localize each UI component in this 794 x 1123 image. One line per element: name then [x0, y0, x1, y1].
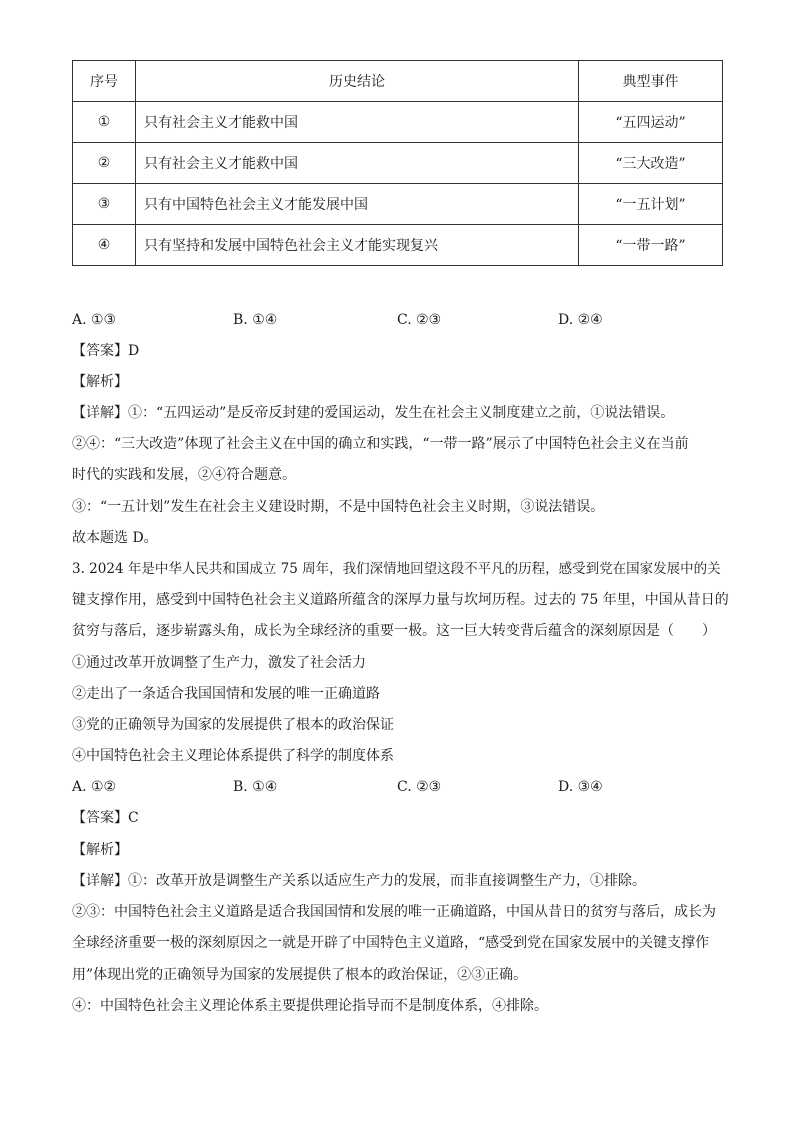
q2-detail-line: 【详解】①：“五四运动”是反帝反封建的爱国运动，发生在社会主义制度建立之前，①说法错误。	[72, 405, 675, 421]
q3-statement: ①通过改革开放调整了生产力，激发了社会活力	[72, 655, 366, 671]
row-serial: ④	[73, 225, 136, 266]
q3-detail-line: 【详解】①：改革开放是调整生产关系以适应生产力的发展，而非直接调整生产力，①排除。	[72, 873, 646, 889]
q3-option-c: C. ②③	[397, 779, 442, 795]
q3-answer: 【答案】C	[72, 810, 139, 826]
q2-options	[72, 310, 732, 330]
q2-option-b: B. ①④	[233, 312, 278, 328]
table-row	[73, 184, 723, 225]
table-header-row	[73, 61, 723, 102]
q3-statement: ③党的正确领导为国家的发展提供了根本的政治保证	[72, 717, 394, 733]
table-row	[73, 102, 723, 143]
q3-detail-line: ②③：中国特色社会主义道路是适合我国国情和发展的唯一正确道路，中国从昔日的贫穷与落后，成长为	[72, 904, 716, 920]
table-row	[73, 225, 723, 266]
q3-stem-line: 3. 2024 年是中华人民共和国成立 75 周年，我们深情地回望这段不平凡的历程，感受到党在国家发展中的关	[72, 561, 721, 577]
row-serial: ②	[73, 143, 136, 184]
q3-statement: ④中国特色社会主义理论体系提供了科学的制度体系	[72, 748, 394, 764]
row-conclusion: 只有社会主义才能救中国	[136, 143, 579, 184]
row-event: “五四运动”	[579, 102, 723, 143]
q2-analysis-label: 【解析】	[72, 374, 128, 390]
q2-detail-line: 故本题选 D。	[72, 530, 158, 546]
q3-options	[72, 777, 732, 797]
row-serial: ①	[73, 102, 136, 143]
q3-analysis-label: 【解析】	[72, 842, 128, 858]
row-conclusion: 只有中国特色社会主义才能发展中国	[136, 184, 579, 225]
q3-detail-line: ④：中国特色社会主义理论体系主要提供理论指导而不是制度体系，④排除。	[72, 998, 548, 1014]
table-row	[73, 143, 723, 184]
header-serial: 序号	[73, 61, 136, 102]
row-event: “一带一路”	[579, 225, 723, 266]
q3-detail-line: 全球经济重要一极的深刻原因之一就是开辟了中国特色主义道路，“感受到党在国家发展中的关键支撑作	[72, 935, 710, 951]
q3-stem-line: 贫穷与落后，逐步崭露头角，成长为全球经济的重要一极。这一巨大转变背后蕴含的深刻原因是（ ）	[72, 623, 716, 639]
q2-option-c: C. ②③	[397, 312, 442, 328]
q2-option-d: D. ②④	[558, 312, 603, 328]
q2-detail-line: 时代的实践和发展，②④符合题意。	[72, 467, 296, 483]
q2-answer: 【答案】D	[72, 343, 140, 359]
row-conclusion: 只有社会主义才能救中国	[136, 102, 579, 143]
q3-option-b: B. ①④	[233, 779, 278, 795]
row-serial: ③	[73, 184, 136, 225]
q2-detail-line: ②④：“三大改造”体现了社会主义在中国的确立和实践，“一带一路”展示了中国特色社会主义在当前	[72, 436, 689, 452]
header-event: 典型事件	[579, 61, 723, 102]
history-table	[72, 60, 723, 266]
q3-detail-line: 用”体现出党的正确领导为国家的发展提供了根本的政治保证，②③正确。	[72, 967, 528, 983]
q2-detail-line: ③：“一五计划”发生在社会主义建设时期，不是中国特色社会主义时期，③说法错误。	[72, 499, 605, 515]
q3-stem-line: 键支撑作用，感受到中国特色社会主义道路所蕴含的深厚力量与坎坷历程。过去的 75 年里，中国从昔日的	[72, 592, 729, 608]
row-event: “三大改造”	[579, 143, 723, 184]
header-conclusion: 历史结论	[136, 61, 579, 102]
row-event: “一五计划”	[579, 184, 723, 225]
q2-option-a: A. ①③	[72, 312, 117, 328]
q3-option-d: D. ③④	[558, 779, 603, 795]
q3-option-a: A. ①②	[72, 779, 117, 795]
row-conclusion: 只有坚持和发展中国特色社会主义才能实现复兴	[136, 225, 579, 266]
q3-statement: ②走出了一条适合我国国情和发展的唯一正确道路	[72, 686, 380, 702]
